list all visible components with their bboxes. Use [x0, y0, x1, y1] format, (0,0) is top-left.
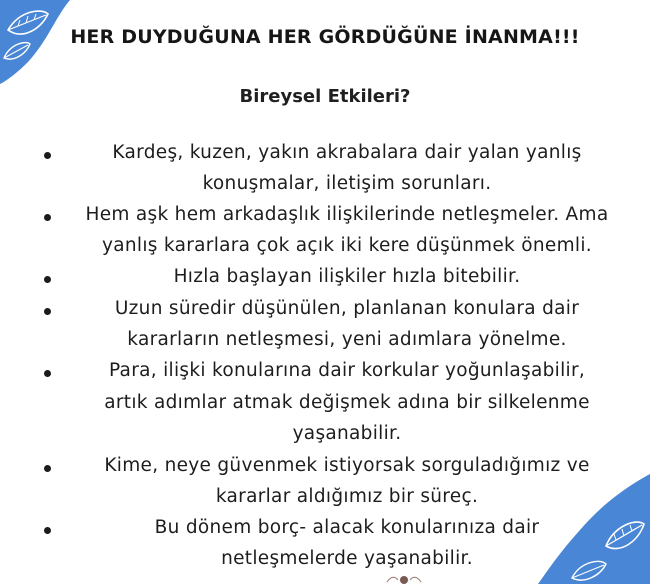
section-subtitle: Bireysel Etkileri? — [239, 86, 411, 107]
bullet-icon — [44, 465, 51, 472]
list-item-line: konuşmalar, iletişim sorunları. — [202, 173, 492, 194]
list-item-line: yanlış kararlara çok açık iki kere düşünmek önemli. — [102, 235, 592, 256]
list-item-line: kararların netleşmesi, yeni adımlara yönelme. — [127, 329, 567, 350]
list-item-line: Hızla başlayan ilişkiler hızla bitebilir. — [173, 266, 521, 287]
bullet-icon — [44, 152, 51, 159]
bullet-icon — [44, 370, 51, 377]
page-title: HER DUYDUĞUNA HER GÖRDÜĞÜNE İNANMA!!! — [70, 26, 580, 48]
list-item-line: netleşmelerde yaşanabilir. — [221, 548, 473, 569]
list-item-line: Kardeş, kuzen, yakın akrabalara dair yalan yanlış — [112, 142, 582, 163]
logo-icon — [381, 572, 427, 584]
list-item-line: Hem aşk hem arkadaşlık ilişkilerinde netleşmeler. Ama — [85, 204, 609, 225]
bullet-icon — [44, 214, 51, 221]
list-item-line: Para, ilişki konularına dair korkular yoğunlaşabilir, — [108, 360, 586, 381]
bullet-icon — [44, 276, 51, 283]
list-item-line: artık adımlar atmak değişmek adına bir silkelenme — [104, 392, 590, 413]
bullet-icon — [44, 527, 51, 534]
bullet-icon — [44, 308, 51, 315]
list-item-line: Uzun süredir düşünülen, planlanan konulara dair — [114, 298, 580, 319]
list-item-line: Kime, neye güvenmek istiyorsak sorguladığımız ve — [104, 455, 590, 476]
list-item-line: Bu dönem borç- alacak konularınıza dair — [154, 517, 540, 538]
list-item-line: yaşanabilir. — [292, 423, 402, 444]
list-item-line: kararlar aldığımız bir süreç. — [215, 486, 479, 507]
